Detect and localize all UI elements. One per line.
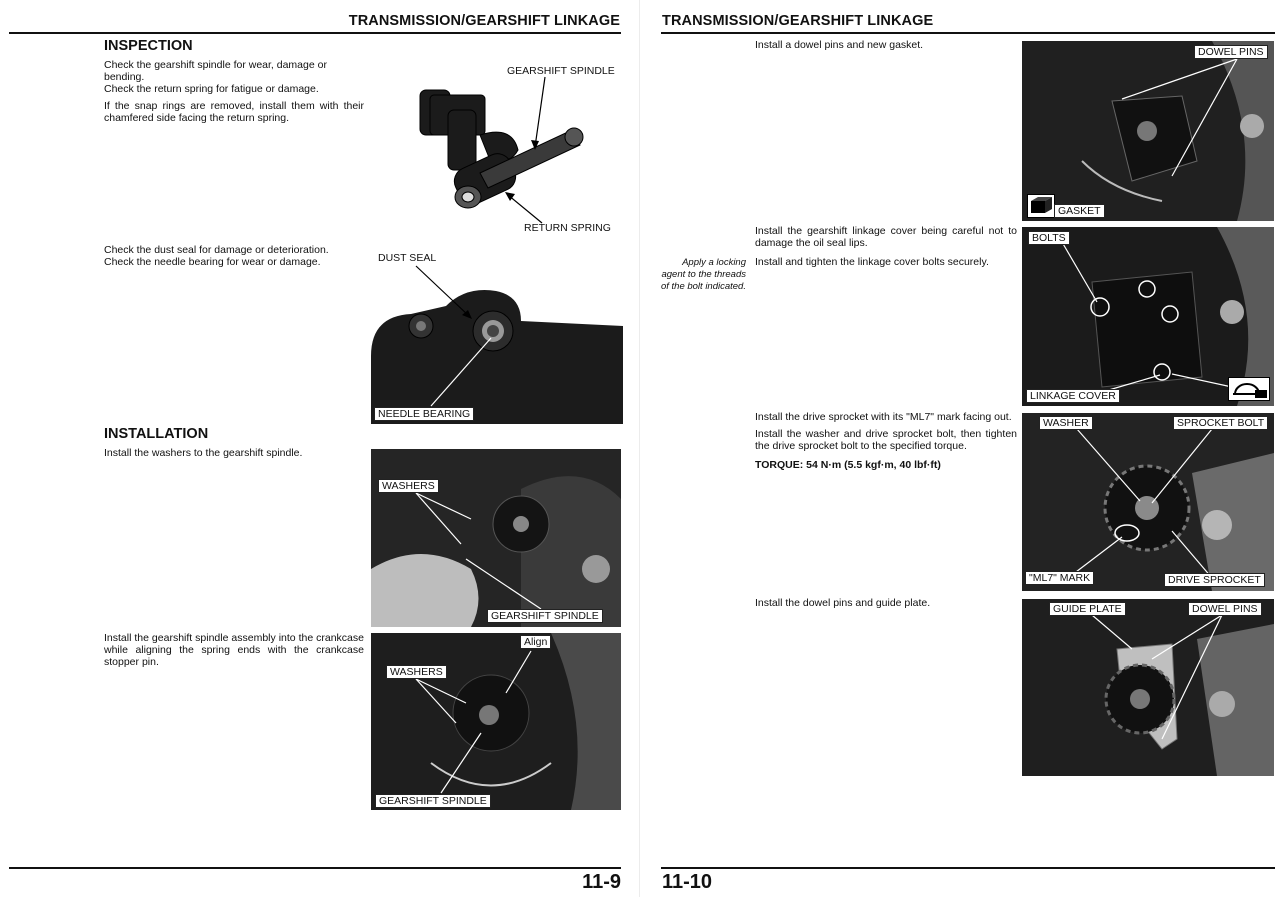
gearshift-spindle-label: GEARSHIFT SPINDLE [375,794,491,808]
drive-sprocket-instruction: Install the drive sprocket with its "ML7" mark facing out. [755,411,1012,423]
sprocket-bolt-instruction: Install the washer and drive sprocket bolt, then tighten the drive sprocket bolt to the specified torque. [755,428,1017,452]
spindle-assembly-photo [371,633,621,810]
guide-plate-instruction: Install the dowel pins and guide plate. [755,597,931,609]
snap-ring-paragraph: If the snap rings are removed, install them with their chamfered side facing the return spring. [104,100,364,124]
dust-seal-label: DUST SEAL [378,252,437,264]
dowel-gasket-photo [1022,41,1274,221]
needle-bearing-label: NEEDLE BEARING [374,407,474,421]
page-number: 11-9 [582,871,621,893]
gasket-label: GASKET [1054,204,1105,218]
page-header-title: TRANSMISSION/GEARSHIFT LINKAGE [662,13,934,29]
dowel-pins-label: DOWEL PINS [1194,45,1268,59]
spindle-assembly-instruction: Install the gearshift spindle assembly into the crankcase while aligning the spring ends with the crankcase stopper pin. [104,632,364,668]
dust-seal-check-line: Check the dust seal for damage or deterioration. [104,244,329,256]
gearshift-spindle-drawing [400,55,630,240]
guide-plate-photo [1022,599,1274,776]
dowel-gasket-instruction: Install a dowel pins and new gasket. [755,39,924,51]
gearshift-spindle-label: GEARSHIFT SPINDLE [507,65,615,77]
dowel-pins-label: DOWEL PINS [1188,602,1262,616]
gearshift-spindle-label: GEARSHIFT SPINDLE [487,609,603,623]
note-line-3: of the bolt indicated. [660,281,746,292]
washers-instruction: Install the washers to the gearshift spindle. [104,447,303,459]
washers-label: WASHERS [378,479,439,493]
washers-photo [371,449,621,627]
linkage-cover-photo [1022,227,1274,406]
locking-agent-icon [1228,377,1270,401]
inspection-line-2: bending. [104,71,145,83]
page-header-title: TRANSMISSION/GEARSHIFT LINKAGE [348,13,620,29]
return-spring-label: RETURN SPRING [524,222,611,234]
inspection-heading: INSPECTION [104,38,193,54]
header-rule [661,32,1275,34]
inspection-line-3: Check the return spring for fatigue or damage. [104,83,319,95]
locking-agent-note [654,257,746,293]
washer-label: WASHER [1039,416,1093,430]
drive-sprocket-photo [1022,413,1274,591]
installation-heading: INSTALLATION [104,426,209,442]
header-rule [9,32,621,34]
linkage-cover-label: LINKAGE COVER [1026,389,1120,403]
new-part-icon [1027,194,1055,218]
inspection-line-1: Check the gearshift spindle for wear, damage or [104,59,327,71]
footer-rule [9,867,621,869]
torque-spec: TORQUE: 54 N·m (5.5 kgf·m, 40 lbf·ft) [755,459,941,471]
note-line-1: Apply a locking [682,257,746,268]
needle-bearing-check-line: Check the needle bearing for wear or damage. [104,256,321,268]
right-page [640,0,1280,897]
note-line-2: agent to the threads [661,269,746,280]
washers-label: WASHERS [386,665,447,679]
footer-rule [661,867,1275,869]
ml7-mark-label: "ML7" MARK [1025,571,1094,585]
bolts-label: BOLTS [1028,231,1070,245]
guide-plate-label: GUIDE PLATE [1049,602,1126,616]
dust-seal-drawing [371,246,623,426]
drive-sprocket-label: DRIVE SPROCKET [1164,573,1265,587]
page-number: 11-10 [662,871,713,893]
linkage-cover-instruction: Install the gearshift linkage cover being careful not to damage the oil seal lips. [755,225,1017,249]
sprocket-bolt-label: SPROCKET BOLT [1173,416,1268,430]
cover-bolts-instruction: Install and tighten the linkage cover bolts securely. [755,256,989,268]
align-label: Align [520,635,551,649]
